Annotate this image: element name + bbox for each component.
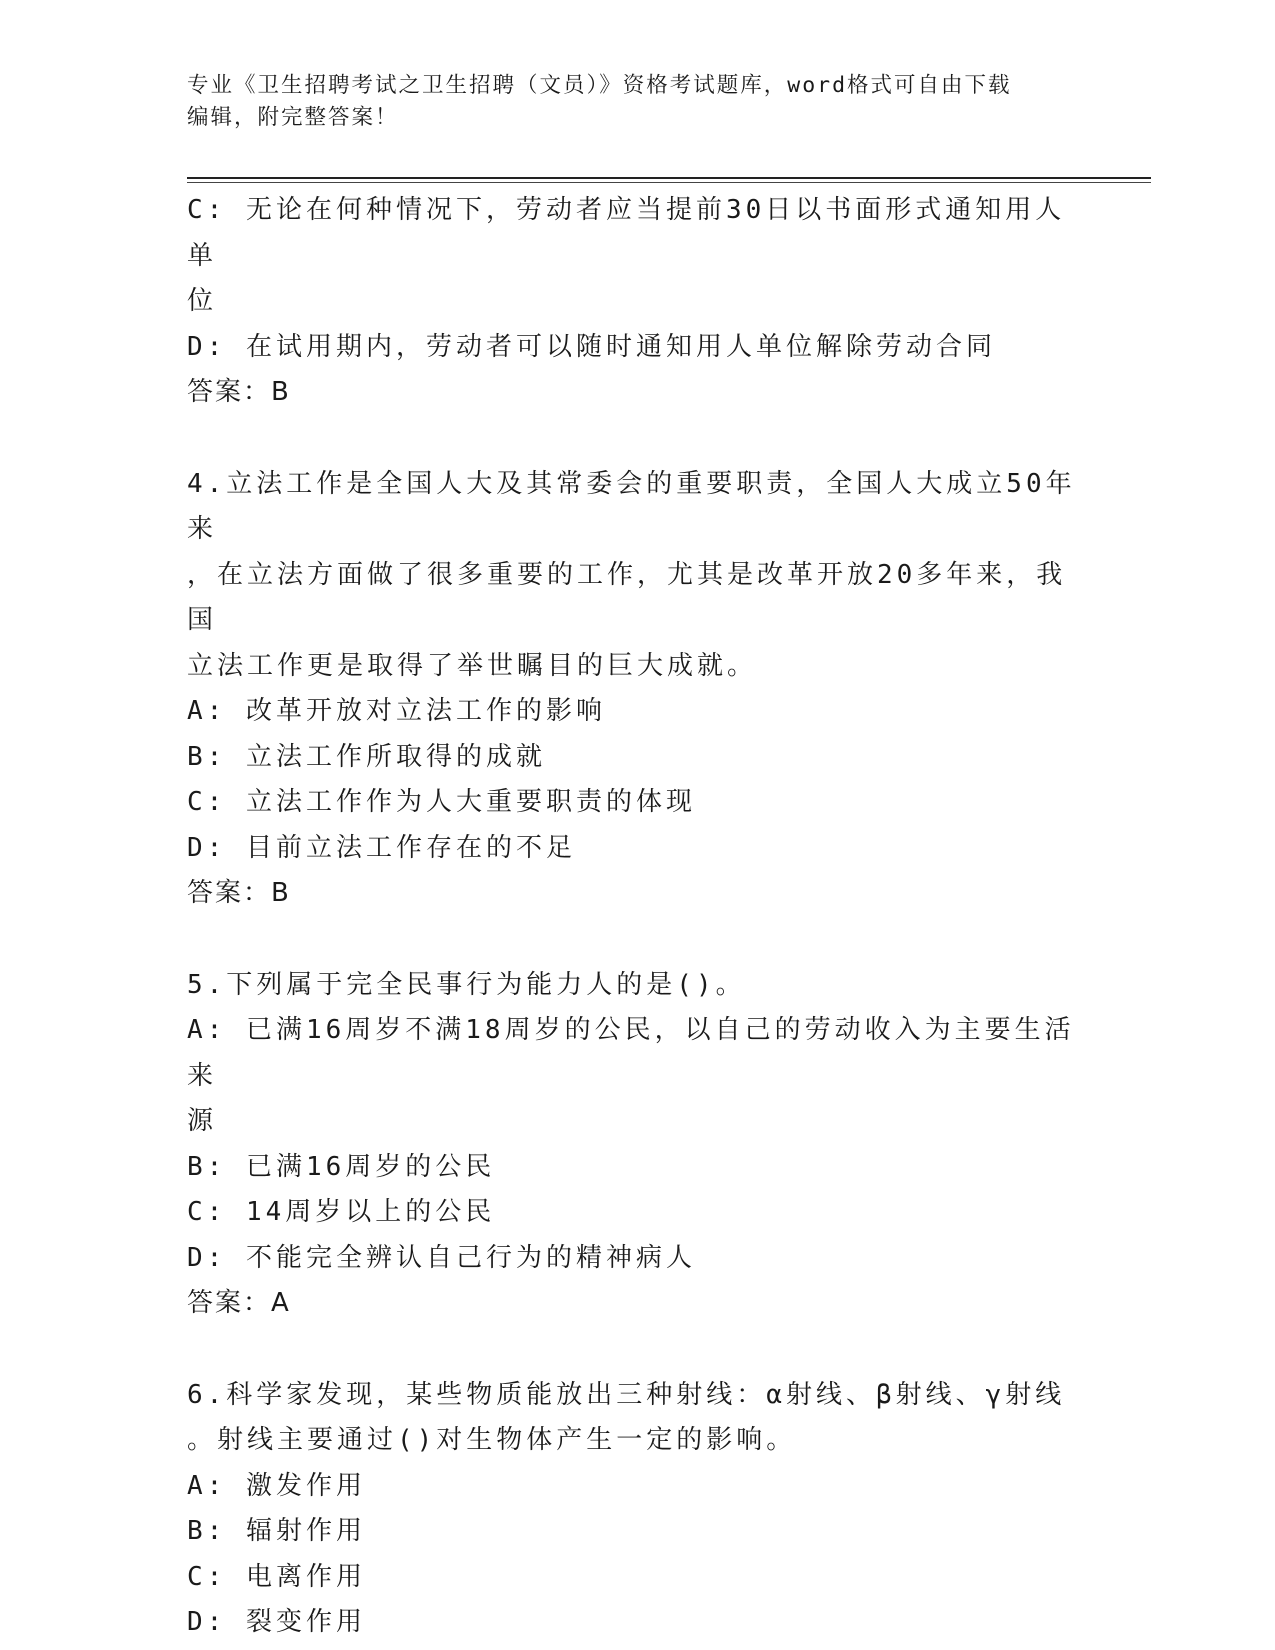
option-d — [187, 826, 1087, 872]
question-stem-line: 6.科学家发现，某些物质能放出三种射线：α射线、β射线、γ射线 — [187, 1379, 1066, 1410]
answer-line: 答案：B — [187, 377, 291, 407]
option-c — [187, 1190, 1087, 1236]
option-c — [187, 1555, 1087, 1601]
option-line: D: 不能完全辨认自己行为的精神病人 — [187, 1242, 696, 1273]
question-block — [187, 188, 1087, 416]
question-list — [187, 188, 1087, 1646]
question-stem-line: 立法工作更是取得了举世瞩目的巨大成就。 — [187, 650, 758, 681]
option-line: A: 激发作用 — [187, 1470, 366, 1501]
option-d — [187, 1600, 1087, 1646]
option-line: B: 辐射作用 — [187, 1516, 366, 1546]
question-stem-line: 。射线主要通过()对生物体产生一定的影响。 — [187, 1425, 797, 1455]
header-divider-thin — [187, 182, 1151, 183]
option-line: B: 立法工作所取得的成就 — [187, 741, 546, 772]
option-c — [187, 780, 1087, 826]
option-line: C: 电离作用 — [187, 1561, 366, 1592]
option-line: 位 — [187, 286, 218, 316]
option-line: A: 已满16周岁不满18周岁的公民，以自己的劳动收入为主要生活来 — [187, 1015, 1075, 1091]
option-line: D: 裂变作用 — [187, 1607, 366, 1637]
option-b — [187, 1145, 1087, 1191]
question-stem-line: 4.立法工作是全国人大及其常委会的重要职责，全国人大成立50年来 — [187, 468, 1076, 544]
option-line: 源 — [187, 1106, 218, 1136]
option-b — [187, 1509, 1087, 1555]
option-a — [187, 1464, 1087, 1510]
question-stem-line: 5.下列属于完全民事行为能力人的是()。 — [187, 969, 746, 1000]
header-line-1: 专业《卫生招聘考试之卫生招聘（文员）》资格考试题库，word格式可自由下载 — [187, 73, 1012, 98]
question-spacer — [187, 416, 1087, 462]
option-b — [187, 735, 1087, 781]
question-block — [187, 1373, 1087, 1646]
option-line: B: 已满16周岁的公民 — [187, 1151, 496, 1182]
option-line: C: 立法工作作为人大重要职责的体现 — [187, 787, 696, 817]
header-line-2: 编辑，附完整答案！ — [187, 105, 399, 130]
document-header — [187, 70, 1087, 134]
option-d — [187, 1236, 1087, 1282]
question-block — [187, 462, 1087, 917]
question-spacer — [187, 917, 1087, 963]
option-a — [187, 689, 1087, 735]
header-divider-thick — [187, 177, 1151, 179]
option-a — [187, 1008, 1087, 1145]
answer-line: 答案：B — [187, 878, 291, 908]
option-line: D: 在试用期内，劳动者可以随时通知用人单位解除劳动合同 — [187, 331, 996, 362]
option-line: C: 14周岁以上的公民 — [187, 1197, 496, 1227]
option-d — [187, 325, 1087, 371]
answer-line: 答案：A — [187, 1288, 291, 1318]
option-c — [187, 188, 1087, 325]
option-line: C: 无论在何种情况下，劳动者应当提前30日以书面形式通知用人单 — [187, 195, 1066, 271]
option-line: A: 改革开放对立法工作的影响 — [187, 696, 606, 726]
option-line: D: 目前立法工作存在的不足 — [187, 832, 576, 863]
question-block — [187, 963, 1087, 1327]
question-spacer — [187, 1327, 1087, 1373]
question-stem-line: ，在立法方面做了很多重要的工作，尤其是改革开放20多年来，我国 — [187, 559, 1067, 635]
